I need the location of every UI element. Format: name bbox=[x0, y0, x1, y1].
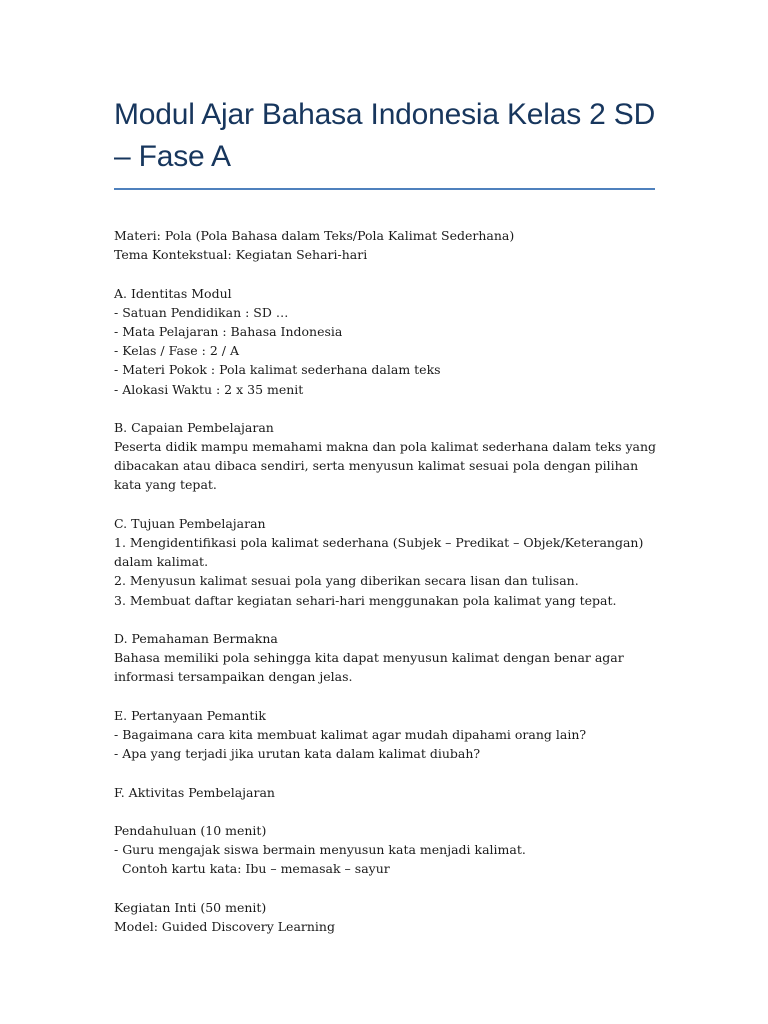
list-item: - Bagaimana cara kita membuat kalimat agar mudah dipahami orang lain? bbox=[114, 726, 587, 742]
list-item: - Satuan Pendidikan : SD … bbox=[114, 304, 289, 320]
list-item: 1. Mengidentifikasi pola kalimat sederhana (Subjek – Predikat – Objek/Keterangan) dalam kalimat. bbox=[114, 535, 644, 570]
list-item: 2. Menyusun kalimat sesuai pola yang diberikan secara lisan dan tulisan. bbox=[114, 573, 579, 589]
section-b-heading: B. Capaian Pembelajaran bbox=[114, 419, 274, 435]
list-item: Contoh kartu kata: Ibu – memasak – sayur bbox=[114, 861, 390, 877]
section-d-heading: D. Pemahaman Bermakna bbox=[114, 631, 278, 647]
list-item: - Materi Pokok : Pola kalimat sederhana dalam teks bbox=[114, 362, 441, 378]
list-item: - Alokasi Waktu : 2 x 35 menit bbox=[114, 381, 304, 397]
document-page bbox=[114, 94, 658, 936]
list-item: 3. Membuat daftar kegiatan sehari-hari menggunakan pola kalimat yang tepat. bbox=[114, 592, 617, 608]
list-item: - Mata Pelajaran : Bahasa Indonesia bbox=[114, 323, 343, 339]
section-d-text: Bahasa memiliki pola sehingga kita dapat menyusun kalimat dengan benar agar informasi tersampaikan dengan jelas. bbox=[114, 650, 624, 685]
document-title: Modul Ajar Bahasa Indonesia Kelas 2 SD – Fase A bbox=[114, 98, 656, 173]
section-e-heading: E. Pertanyaan Pemantik bbox=[114, 707, 267, 723]
tema-line: Tema Kontekstual: Kegiatan Sehari-hari bbox=[114, 247, 368, 263]
list-item: - Kelas / Fase : 2 / A bbox=[114, 343, 240, 359]
title-divider bbox=[114, 188, 655, 190]
section-c-heading: C. Tujuan Pembelajaran bbox=[114, 515, 266, 531]
kegiatan-inti-heading: Kegiatan Inti (50 menit) bbox=[114, 899, 267, 915]
section-a-heading: A. Identitas Modul bbox=[114, 285, 232, 301]
document-body bbox=[114, 226, 658, 936]
list-item: - Apa yang terjadi jika urutan kata dalam kalimat diubah? bbox=[114, 746, 481, 762]
pendahuluan-heading: Pendahuluan (10 menit) bbox=[114, 822, 267, 838]
materi-line: Materi: Pola (Pola Bahasa dalam Teks/Pola Kalimat Sederhana) bbox=[114, 228, 515, 243]
model-line: Model: Guided Discovery Learning bbox=[114, 918, 335, 934]
section-b-text: Peserta didik mampu memahami makna dan pola kalimat sederhana dalam teks yang dibacakan atau dibaca sendiri, serta menyusun kalimat sesuai pola dengan pilihan kata yang tepat. bbox=[114, 439, 657, 493]
list-item: - Guru mengajak siswa bermain menyusun kata menjadi kalimat. bbox=[114, 842, 526, 858]
section-f-heading: F. Aktivitas Pembelajaran bbox=[114, 784, 275, 800]
